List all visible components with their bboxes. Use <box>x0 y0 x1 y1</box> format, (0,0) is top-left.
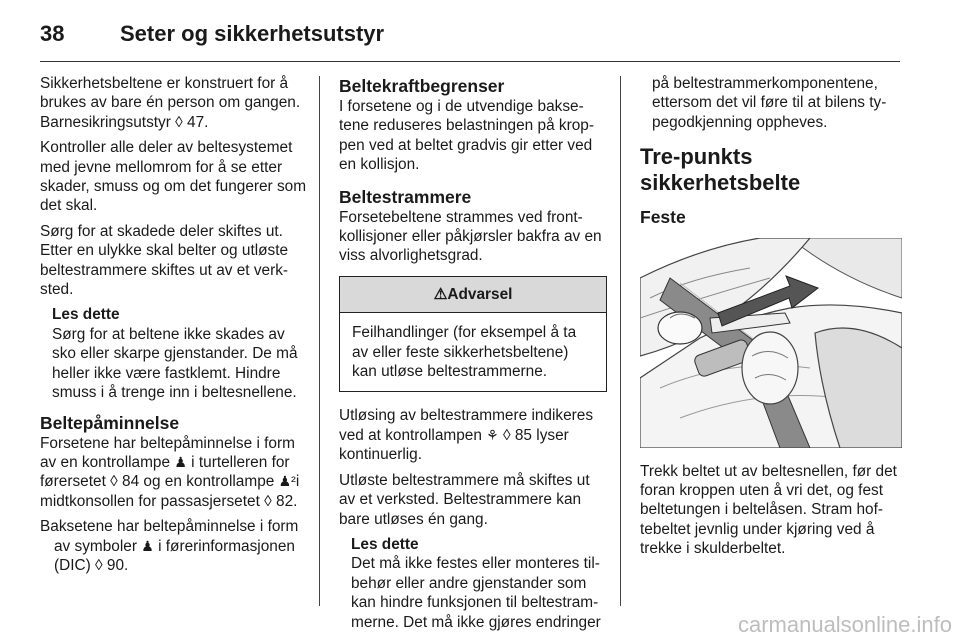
note-title: Les dette <box>52 306 120 324</box>
heading-belt-force-limiter: Beltekraftbegrenser <box>339 76 505 96</box>
page-number: 38 <box>40 21 65 46</box>
seatbelt-passenger-icon: ♟² <box>278 473 296 490</box>
note-body: Sørg for at beltene ikke skades av sko eller skarpe gjenstander. De må heller ikke være fastklemt. Hindre smuss i å trenge inn i beltesnellene. <box>52 325 298 402</box>
paragraph: Sikkerhetsbeltene er konstruert for å brukes av bare én person om gangen. Barnesikringsutstyr ◊ 47. <box>40 75 301 131</box>
paragraph: Forsetene har beltepåminnelse i form av en kontrollampe ♟ i turtelleren for førersetet ◊ 84 og en kontrollampe ♟²i midtkonsollen for passasjersetet ◊ 82. <box>40 434 300 510</box>
paragraph: Trekk beltet ut av beltesnellen, før det foran kroppen uten å vri det, og fest beltetungen i beltelåsen. Stram hoftebeltet jevnlig under kjøring ved å trekke i skulderbeltet. <box>640 462 897 558</box>
seatbelt-icon: ♟ <box>141 537 154 554</box>
header-divider <box>40 61 900 62</box>
paragraph: I forsetene og i de utvendige baksetene reduseres belastningen på kroppen ved at beltet gradvis gir etter ved en kollisjon. <box>339 98 594 174</box>
heading-fastening: Feste <box>640 207 686 228</box>
paragraph: Baksetene har beltepåminnelse i form av symboler ♟ i førerinformasjonen (DIC) ◊ 90. <box>40 518 299 574</box>
column-divider-1 <box>319 76 320 606</box>
note-box <box>351 535 607 632</box>
column-1 <box>40 74 308 581</box>
paragraph: Utløste beltestrammere må skiftes ut av et verksted. Beltestrammere kan bare utløses én gang. <box>339 471 590 528</box>
column-2 <box>339 74 607 642</box>
paragraph: Utløsing av beltestrammere indikeres ved at kontrollampen ⚘ ◊ 85 lyser kontinuerlig. <box>339 407 594 464</box>
paragraph: Sørg for at skadede deler skiftes ut. Etter en ulykke skal belter og utløste beltestrammere skiftes ut av et verksted. <box>40 222 289 299</box>
warning-box <box>339 276 607 393</box>
note-body: Det må ikke festes eller monteres tilbehør eller andre gjenstander som kan hindre funksjonen til beltestrammerne. Det må ikke gjøres endringer <box>351 555 601 631</box>
column-divider-2 <box>620 76 621 606</box>
warning-title: Advarsel <box>447 285 513 303</box>
note-title: Les dette <box>351 535 419 553</box>
note-box <box>52 305 308 402</box>
warning-header <box>340 277 606 313</box>
heading-belt-tensioners: Beltestrammere <box>339 186 472 207</box>
seatbelt-icon: ♟ <box>174 453 187 470</box>
seatbelt-fastening-illustration <box>640 238 902 448</box>
heading-seatbelt-reminder: Beltepåminnelse <box>40 412 180 433</box>
page-header <box>40 14 384 54</box>
watermark: carmanualsonline.info <box>737 612 952 637</box>
paragraph: Kontroller alle deler av beltesystemet med jevne mellomrom for å se etter skader, smuss og om det fungerer som det skal. <box>40 139 307 215</box>
heading-three-point-belt: Tre-punkts sikkerhetsbelte <box>640 144 801 196</box>
airbag-warning-icon: ⚘ <box>486 426 499 443</box>
column-3 <box>640 74 902 565</box>
warning-triangle-icon: ⚠ <box>433 285 448 303</box>
paragraph-continued: på beltestrammerkomponentene, ettersom det vil føre til at bilens typegodkjenning oppheves. <box>652 75 887 131</box>
warning-body: Feilhandlinger (for eksempel å ta av eller feste sikkerhetsbeltene) kan utløse beltestrammerne. <box>352 324 577 381</box>
page-title: Seter og sikkerhetsutstyr <box>120 21 385 46</box>
paragraph: Forsetebeltene strammes ved frontkollisjoner eller påkjørsler bakfra av en viss alvorlighetsgrad. <box>339 208 602 265</box>
